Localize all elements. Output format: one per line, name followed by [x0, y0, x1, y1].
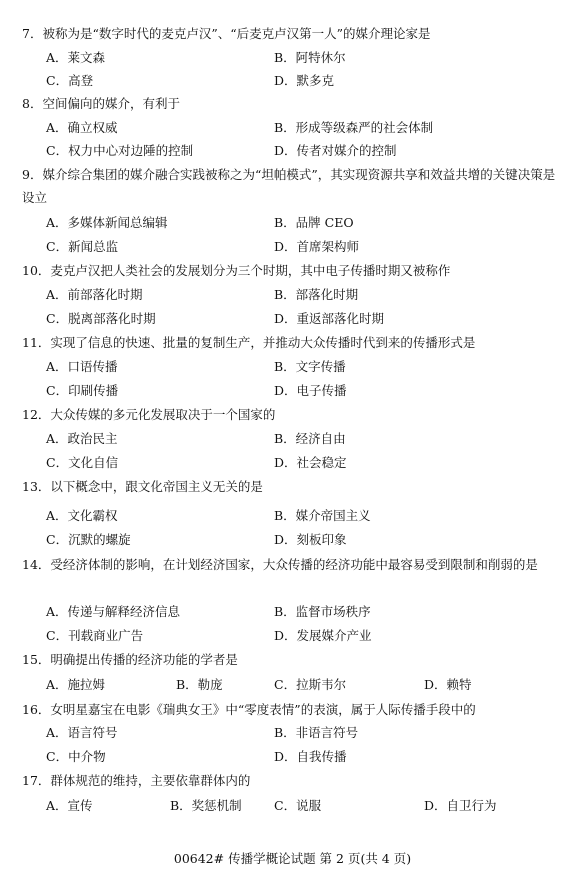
option-a[interactable]: A．政治民主 — [46, 431, 118, 446]
option-b[interactable]: B．勒庞 — [176, 677, 223, 692]
option-b[interactable]: B．文字传播 — [274, 359, 346, 374]
option-a[interactable]: A．口语传播 — [46, 359, 118, 374]
option-d[interactable]: D．自我传播 — [274, 749, 347, 764]
option-c[interactable]: C．印刷传播 — [46, 383, 119, 398]
option-b[interactable]: B．形成等级森严的社会体制 — [274, 120, 434, 135]
option-a[interactable]: A．宣传 — [46, 798, 93, 813]
option-d[interactable]: D．首席架构师 — [274, 239, 360, 254]
question-stem: 8．空间偏向的媒介，有利于 — [22, 96, 180, 111]
question-stem: 13．以下概念中，跟文化帝国主义无关的是 — [22, 479, 263, 494]
option-d[interactable]: D．电子传播 — [274, 383, 347, 398]
question-stem: 16．女明星嘉宝在电影《瑞典女王》中“零度表情”的表演，属于人际传播手段中的 — [22, 702, 476, 717]
question-stem: 9．媒介综合集团的媒介融合实践被称之为“坦帕模式”，其实现资源共享和效益共增的关键决策是设立 — [22, 167, 556, 205]
question-stem: 11．实现了信息的快速、批量的复制生产，并推动大众传播时代到来的传播形式是 — [22, 335, 476, 350]
question-stem: 7．被称为是“数字时代的麦克卢汉”、“后麦克卢汉第一人”的媒介理论家是 — [22, 26, 431, 41]
option-b[interactable]: B．阿特休尔 — [274, 50, 346, 65]
option-b[interactable]: B．品牌 CEO — [274, 215, 354, 230]
option-c[interactable]: C．文化自信 — [46, 455, 119, 470]
option-c[interactable]: C．中介物 — [46, 749, 106, 764]
option-a[interactable]: A．莱文森 — [46, 50, 106, 65]
option-b[interactable]: B．部落化时期 — [274, 287, 359, 302]
option-d[interactable]: D．默多克 — [274, 73, 335, 88]
question-stem: 17．群体规范的维持，主要依靠群体内的 — [22, 773, 251, 788]
option-c[interactable]: C．脱离部落化时期 — [46, 311, 156, 326]
option-b[interactable]: B．媒介帝国主义 — [274, 508, 371, 523]
option-d[interactable]: D．刻板印象 — [274, 532, 347, 547]
option-b[interactable]: B．监督市场秩序 — [274, 604, 371, 619]
option-b[interactable]: B．非语言符号 — [274, 725, 359, 740]
option-a[interactable]: A．传递与解释经济信息 — [46, 604, 181, 619]
question-stem: 14．受经济体制的影响，在计划经济国家，大众传播的经济功能中最容易受到限制和削弱的是 — [22, 557, 538, 572]
option-b[interactable]: B．奖惩机制 — [170, 798, 242, 813]
option-a[interactable]: A．文化霸权 — [46, 508, 118, 523]
option-a[interactable]: A．多媒体新闻总编辑 — [46, 215, 168, 230]
option-c[interactable]: C．高登 — [46, 73, 94, 88]
option-b[interactable]: B．经济自由 — [274, 431, 346, 446]
option-d[interactable]: D．发展媒介产业 — [274, 628, 372, 643]
option-a[interactable]: A．前部落化时期 — [46, 287, 143, 302]
option-a[interactable]: A．确立权威 — [46, 120, 118, 135]
option-c[interactable]: C．权力中心对边陲的控制 — [46, 143, 194, 158]
question-stem: 10．麦克卢汉把人类社会的发展划分为三个时期，其中电子传播时期又被称作 — [22, 263, 451, 278]
option-d[interactable]: D．重返部落化时期 — [274, 311, 385, 326]
option-d[interactable]: D．社会稳定 — [274, 455, 347, 470]
option-c[interactable]: C．沉默的螺旋 — [46, 532, 131, 547]
question-stem: 12．大众传媒的多元化发展取决于一个国家的 — [22, 407, 276, 422]
option-d[interactable]: D．自卫行为 — [424, 798, 497, 813]
option-c[interactable]: C．说服 — [274, 798, 322, 813]
option-d[interactable]: D．赖特 — [424, 677, 472, 692]
option-c[interactable]: C．刊载商业广告 — [46, 628, 144, 643]
option-c[interactable]: C．新闻总监 — [46, 239, 119, 254]
option-d[interactable]: D．传者对媒介的控制 — [274, 143, 397, 158]
question-stem: 15．明确提出传播的经济功能的学者是 — [22, 652, 238, 667]
option-a[interactable]: A．施拉姆 — [46, 677, 106, 692]
option-a[interactable]: A．语言符号 — [46, 725, 118, 740]
option-c[interactable]: C．拉斯韦尔 — [274, 677, 347, 692]
page-footer: 00642# 传播学概论试题 第 2 页(共 4 页) — [173, 851, 412, 866]
